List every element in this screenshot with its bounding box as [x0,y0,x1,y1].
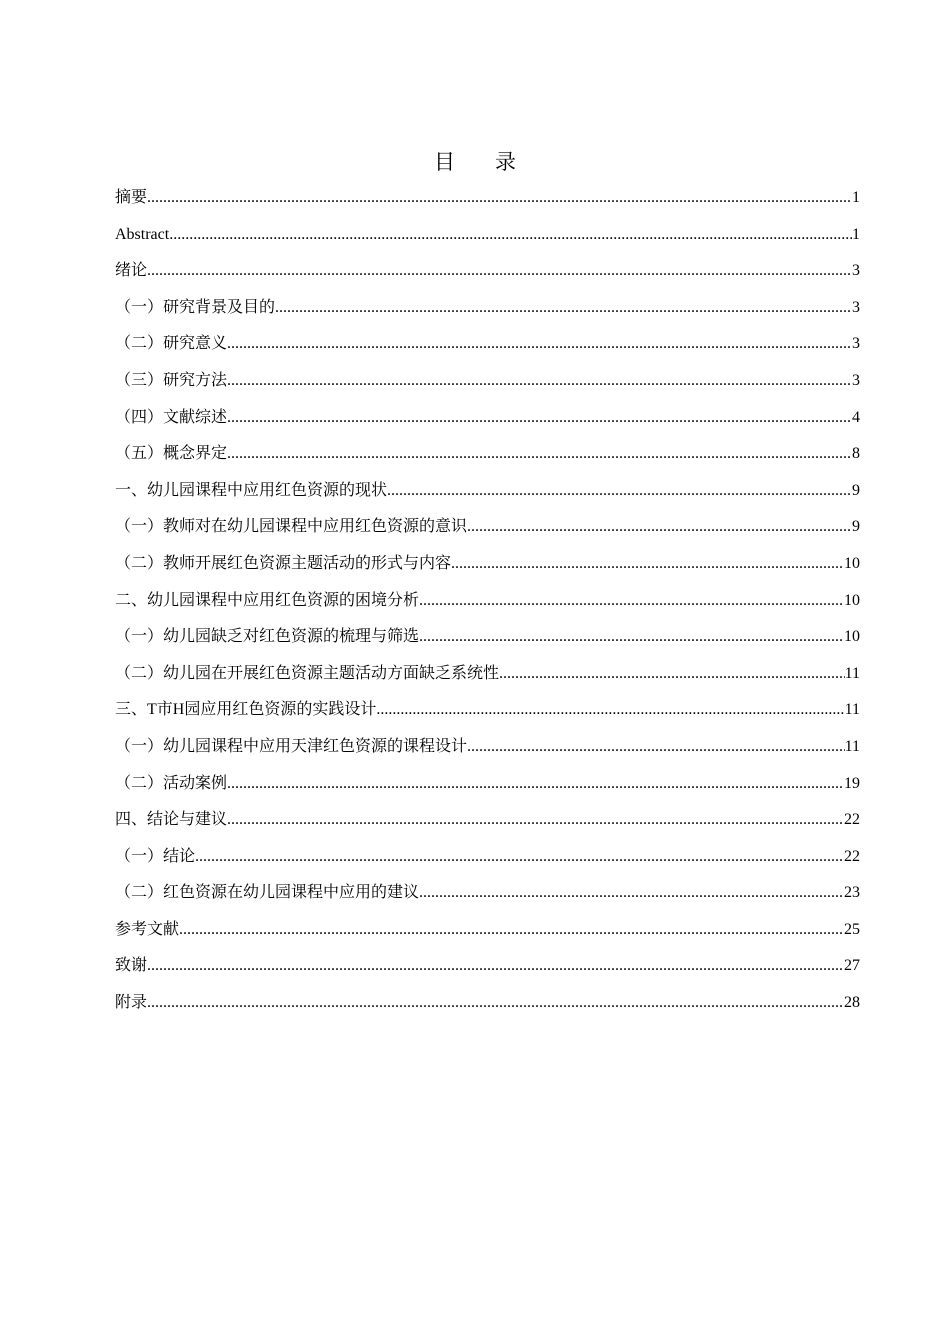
toc-leader-dots [467,735,845,759]
toc-entry-label: 绪论 [115,262,148,280]
table-of-contents [115,186,860,1028]
toc-entry-label: （一）结论 [115,847,196,865]
toc-entry[interactable] [115,918,860,955]
toc-entry-label: 附录 [115,994,148,1012]
toc-entry-label: （一）幼儿园缺乏对红色资源的梳理与筛选 [115,628,420,646]
toc-entry[interactable] [115,954,860,991]
toc-entry-label: （三）研究方法 [115,371,228,389]
toc-entry[interactable] [115,881,860,918]
toc-entry[interactable] [115,515,860,552]
toc-entry-label: 二、幼儿园课程中应用红色资源的困境分析 [115,591,420,609]
toc-entry-label: （二）红色资源在幼儿园课程中应用的建议 [115,884,420,902]
toc-entry[interactable] [115,552,860,589]
toc-entry[interactable] [115,332,860,369]
toc-entry-page-number: 11 [844,701,860,719]
toc-entry-page-number: 11 [844,737,860,755]
toc-entry[interactable] [115,223,860,260]
toc-entry-page-number: 1 [852,225,860,243]
toc-entry-page-number: 10 [844,591,860,609]
toc-entry-label: （一）幼儿园课程中应用天津红色资源的课程设计 [115,737,468,755]
toc-entry-label: 摘要 [115,189,148,206]
toc-leader-dots [147,991,844,1015]
toc-entry-label: 致谢 [115,957,148,975]
toc-entry-label: 四、结论与建议 [115,811,228,829]
toc-entry[interactable] [115,772,860,809]
toc-leader-dots [227,442,852,466]
toc-entry-label: Abstract [115,225,170,243]
toc-leader-dots [499,662,845,686]
toc-entry-page-number: 28 [844,994,860,1012]
toc-entry[interactable] [115,259,860,296]
toc-entry-page-number: 9 [852,481,860,499]
toc-leader-dots [169,223,852,247]
toc-entry-page-number: 9 [852,518,860,536]
toc-leader-dots [147,954,844,978]
toc-entry-page-number: 3 [852,298,860,316]
toc-entry-label: （二）幼儿园在开展红色资源主题活动方面缺乏系统性 [115,664,500,682]
toc-entry-label: （五）概念界定 [115,445,228,463]
toc-entry-label: （四）文献综述 [115,408,228,426]
toc-leader-dots [147,259,852,283]
toc-entry-page-number: 10 [844,554,860,572]
toc-leader-dots [376,698,844,722]
toc-entry-page-number: 22 [844,847,860,865]
toc-entry-page-number: 22 [844,811,860,829]
toc-entry[interactable] [115,369,860,406]
toc-entry-page-number: 10 [844,628,860,646]
toc-leader-dots [419,625,844,649]
toc-title: 目录 [434,150,556,174]
toc-entry-label: 参考文献 [115,920,180,938]
toc-entry-label: 一、幼儿园课程中应用红色资源的现状 [115,481,388,499]
toc-entry-label: （一）教师对在幼儿园课程中应用红色资源的意识 [115,518,468,536]
toc-leader-dots [387,479,852,503]
toc-leader-dots [451,552,844,576]
toc-entry[interactable] [115,479,860,516]
toc-entry-page-number: 3 [852,371,860,389]
toc-entry[interactable] [115,406,860,443]
toc-entry[interactable] [115,735,860,772]
toc-entry[interactable] [115,186,860,223]
toc-leader-dots [179,918,844,942]
toc-entry-label: （二）活动案例 [115,774,228,792]
toc-leader-dots [467,515,852,539]
toc-entry[interactable] [115,698,860,735]
toc-entry-page-number: 11 [844,664,860,682]
toc-entry-page-number: 8 [852,445,860,463]
toc-leader-dots [227,369,852,393]
toc-leader-dots [227,808,844,832]
toc-entry[interactable] [115,662,860,699]
toc-leader-dots [195,845,844,869]
toc-leader-dots [419,881,844,905]
toc-entry-page-number: 27 [844,957,860,975]
toc-entry-label: （二）研究意义 [115,335,228,353]
toc-entry[interactable] [115,296,860,333]
toc-entry-page-number: 25 [844,920,860,938]
toc-entry-label: 三、T市H园应用红色资源的实践设计 [115,701,377,719]
toc-leader-dots [227,332,852,356]
toc-entry-label: （一）研究背景及目的 [115,298,276,316]
toc-entry[interactable] [115,808,860,845]
toc-entry-label: （二）教师开展红色资源主题活动的形式与内容 [115,554,452,572]
toc-entry[interactable] [115,845,860,882]
toc-leader-dots [227,772,844,796]
toc-entry-page-number: 19 [844,774,860,792]
toc-leader-dots [275,296,852,320]
toc-entry-page-number: 4 [852,408,860,426]
toc-entry-page-number: 3 [852,335,860,353]
toc-leader-dots [227,406,852,430]
toc-leader-dots [419,589,844,613]
toc-entry-page-number: 1 [852,189,860,206]
toc-entry[interactable] [115,991,860,1028]
toc-entry-page-number: 3 [852,262,860,280]
toc-entry[interactable] [115,625,860,662]
toc-entry[interactable] [115,589,860,626]
toc-leader-dots [147,186,852,210]
toc-entry[interactable] [115,442,860,479]
toc-entry-page-number: 23 [844,884,860,902]
